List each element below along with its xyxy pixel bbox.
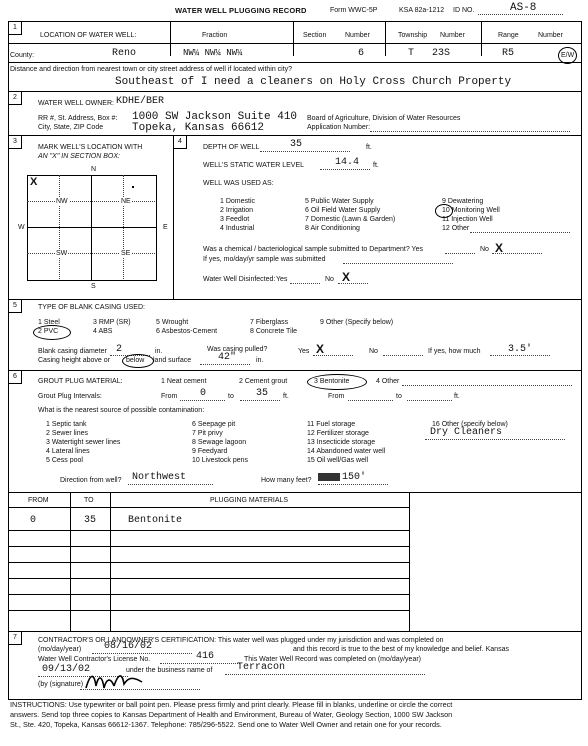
casing-height-value: 42" xyxy=(218,352,237,363)
instructions-line-3: St., Ste. 420, Topeka, Kansas 66612-1367. Telephone: 785/296-5522. Send one to Water Well Owner and retain one for your records. xyxy=(10,720,442,729)
certification-text: CONTRACTOR'S OR LANDOWNER'S CERTIFICATION: This water well was plugged under my jurisdiction and was completed on xyxy=(38,637,444,644)
depth-label: DEPTH OF WELL xyxy=(203,144,260,151)
location-title: LOCATION OF WATER WELL: xyxy=(40,32,137,39)
mark-location-title: MARK WELL'S LOCATION WITH xyxy=(38,144,143,151)
casing-diameter-label: Blank casing diameter xyxy=(38,348,107,355)
casing-pulled-yes-mark: X xyxy=(316,342,325,356)
static-level-unit: ft. xyxy=(373,162,379,169)
mark-location-subtitle: AN "X" IN SECTION BOX: xyxy=(38,153,120,160)
completed-date-value: 08/16/02 xyxy=(104,641,153,652)
business-name-value: Terracon xyxy=(237,662,286,673)
use-option: 6 Oil Field Water Supply xyxy=(305,207,381,214)
source-option: 8 Sewage lagoon xyxy=(192,439,247,446)
section-6-number: 6 xyxy=(9,371,22,384)
range-value: R5 xyxy=(502,48,515,59)
below-circle-mark xyxy=(122,354,154,368)
static-level-value: 14.4 xyxy=(335,157,360,168)
casing-pulled-label: Was casing pulled? xyxy=(207,346,268,353)
quadrant-se: SE xyxy=(121,250,131,257)
use-option: 3 Feedlot xyxy=(220,216,250,223)
license-label: Water Well Contractor's License No. xyxy=(38,656,151,663)
record-completed-label: This Water Well Record was completed on (mo/day/year) xyxy=(244,656,422,663)
sample-no-label: No xyxy=(480,246,489,253)
casing-option: 6 Asbestos-Cement xyxy=(156,328,218,335)
township-value: 23S xyxy=(432,48,451,59)
interval-to-label-2: to xyxy=(396,393,402,400)
grout-option: 4 Other xyxy=(376,378,400,385)
section-5-number: 5 xyxy=(9,300,22,313)
section-2-number: 2 xyxy=(9,92,22,105)
range-label: Range xyxy=(498,32,519,39)
county-label: County: xyxy=(10,52,35,59)
bentonite-circle-mark xyxy=(307,374,367,390)
owner-label: WATER WELL OWNER: xyxy=(38,100,114,107)
direction-label: Direction from well? xyxy=(60,477,122,484)
application-label: Application Number: xyxy=(307,124,371,131)
source-option: 7 Pit privy xyxy=(192,430,223,437)
casing-option: 9 Other (Specify below) xyxy=(320,319,394,326)
direction-value: Northwest xyxy=(132,472,187,483)
distance-feet-label: How many feet? xyxy=(261,477,312,484)
depth-value: 35 xyxy=(290,139,303,150)
casing-title: TYPE OF BLANK CASING USED: xyxy=(38,304,145,311)
east-west-value: E/W xyxy=(561,52,575,59)
source-option: 11 Fuel storage xyxy=(307,421,356,428)
form-title: WATER WELL PLUGGING RECORD xyxy=(175,6,307,15)
fraction-value: NW¼ NW¼ NW¼ xyxy=(183,48,243,58)
signature-label: (by (signature) xyxy=(38,681,84,688)
interval-from-value: 0 xyxy=(200,388,207,399)
casing-option: 5 Wrought xyxy=(156,319,189,326)
table-cell-material: Bentonite xyxy=(128,515,183,526)
source-option: 3 Watertight sewer lines xyxy=(46,439,121,446)
use-option: 11 Injection Well xyxy=(442,216,493,223)
interval-from-label: From xyxy=(161,393,178,400)
source-option: 9 Feedyard xyxy=(192,448,228,455)
col-header-to: TO xyxy=(84,497,94,504)
casing-option: 1 Steel xyxy=(38,319,60,326)
sample-question: Was a chemical / bacteriological sample submitted to Department? Yes xyxy=(203,246,423,253)
casing-diameter-unit: in. xyxy=(155,348,163,355)
disinfected-no-label: No xyxy=(325,276,334,283)
section-3-number: 3 xyxy=(9,136,22,149)
casing-howmuch-label: If yes, how much xyxy=(428,348,481,355)
instructions-line-2: answers. Send top three copies to Kansas Department of Health and Environment, Bureau of Water, Geology Section, 1000 SW Jackson xyxy=(10,710,453,719)
depth-unit: ft. xyxy=(366,144,372,151)
source-other-value: Dry Cleaners xyxy=(430,427,503,438)
disinfected-yes-label: Yes xyxy=(276,276,288,283)
casing-pulled-no-label: No xyxy=(369,348,378,355)
casing-option: 8 Concrete Tile xyxy=(250,328,298,335)
casing-option: 7 Fiberglass xyxy=(250,319,289,326)
completed-date-label: (mo/day/year) xyxy=(38,646,82,653)
section-box xyxy=(27,175,157,281)
source-option: 4 Lateral lines xyxy=(46,448,90,455)
section-value: 6 xyxy=(358,48,365,59)
source-option: 1 Septic tank xyxy=(46,421,87,428)
disinfected-label: Water Well Disinfected: xyxy=(203,276,276,283)
instructions-line-1: INSTRUCTIONS: Use typewriter or ball point pen. Please press firmly and print clearly. Please fill in blanks, underline or circle the correct xyxy=(10,700,453,709)
section-number-label: Number xyxy=(345,32,370,39)
casing-height-surface: land surface xyxy=(153,357,192,364)
use-option-selected: 10 Monitoring Well xyxy=(442,207,500,214)
fraction-label: Fraction xyxy=(202,32,228,39)
board-text: Board of Agriculture, Division of Water Resources xyxy=(307,115,461,122)
col-header-from: FROM xyxy=(28,497,49,504)
range-number-label: Number xyxy=(538,32,563,39)
source-option: 5 Cess pool xyxy=(46,457,83,464)
casing-option: 4 ABS xyxy=(93,328,113,335)
source-option: 14 Abandoned water well xyxy=(307,448,386,455)
township-prefix: T xyxy=(408,48,415,59)
id-value: AS-8 xyxy=(510,2,537,14)
section-label: Section xyxy=(303,32,327,39)
grout-material-label: GROUT PLUG MATERIAL: xyxy=(38,378,123,385)
quadrant-nw: NW xyxy=(56,198,68,205)
use-option: 1 Domestic xyxy=(220,198,256,205)
business-name-label: under the business name of xyxy=(126,667,213,674)
source-other-label: 16 Other (specify below) xyxy=(432,421,508,428)
city-value: Topeka, Kansas 66612 xyxy=(132,122,265,134)
source-option: 10 Livestock pens xyxy=(192,457,249,464)
use-option: 9 Dewatering xyxy=(442,198,484,205)
casing-diameter-value: 2 xyxy=(116,344,123,355)
grout-option-selected: 3 Bentonite xyxy=(314,378,350,385)
license-value: 416 xyxy=(196,651,215,662)
grout-intervals-label: Grout Plug Intervals: xyxy=(38,393,102,400)
casing-height-below: below xyxy=(126,357,145,364)
grout-option: 2 Cement grout xyxy=(239,378,288,385)
table-cell-to: 35 xyxy=(84,515,97,526)
casing-pulled-yes-label: Yes xyxy=(298,348,310,355)
location-dot xyxy=(132,186,134,188)
section-7-number: 7 xyxy=(9,632,22,645)
township-label: Township xyxy=(398,32,428,39)
interval-unit: ft. xyxy=(283,393,289,400)
disinfected-no-mark: X xyxy=(342,270,351,284)
quadrant-ne: NE xyxy=(121,198,131,205)
address-value: 1000 SW Jackson Suite 410 xyxy=(132,111,298,123)
use-option: 5 Public Water Supply xyxy=(305,198,374,205)
distance-label: Distance and direction from nearest town or city street address of well if located within city? xyxy=(10,66,293,73)
col-header-materials: PLUGGING MATERIALS xyxy=(210,497,289,504)
sample-no-mark: X xyxy=(495,241,504,255)
use-option: 8 Air Conditioning xyxy=(305,225,360,232)
casing-height-unit: in. xyxy=(256,357,264,364)
certification-text-2: and this record is true to the best of my knowledge and belief. Kansas xyxy=(293,646,509,653)
use-option: 4 Industrial xyxy=(220,225,255,232)
source-option: 6 Seepage pit xyxy=(192,421,236,428)
interval-unit-2: ft. xyxy=(454,393,460,400)
distance-value: Southeast of I need a cleaners on Holy Cross Church Property xyxy=(115,76,512,88)
compass-south: S xyxy=(91,283,96,290)
section-1-number: 1 xyxy=(9,22,22,35)
casing-height-label: Casing height above or xyxy=(38,357,110,364)
city-label: City, State, ZIP Code xyxy=(38,124,104,131)
distance-feet-value: 150' xyxy=(342,472,367,483)
grout-option: 1 Neat cement xyxy=(161,378,207,385)
interval-to-value: 35 xyxy=(256,388,269,399)
casing-option: 3 RMP (SR) xyxy=(93,319,131,326)
pvc-circle-mark xyxy=(33,325,71,340)
well-location-mark: X xyxy=(30,176,38,188)
source-option: 2 Sewer lines xyxy=(46,430,89,437)
table-cell-from: 0 xyxy=(30,515,37,526)
redaction-scribble xyxy=(318,473,340,481)
township-number-label: Number xyxy=(440,32,465,39)
interval-to-label: to xyxy=(228,393,234,400)
source-option: 13 Insecticide storage xyxy=(307,439,376,446)
record-completed-value: 09/13/02 xyxy=(42,664,91,675)
id-label: ID NO. xyxy=(453,7,475,14)
use-option: 2 Irrigation xyxy=(220,207,254,214)
compass-west: W xyxy=(18,224,25,231)
section-4-number: 4 xyxy=(174,136,187,149)
casing-howmuch-value: 3.5' xyxy=(508,344,533,355)
source-option: 15 Oil well/Gas well xyxy=(307,457,369,464)
owner-value: KDHE/BER xyxy=(116,96,165,107)
interval-from-label-2: From xyxy=(328,393,345,400)
static-level-label: WELL'S STATIC WATER LEVEL xyxy=(203,162,305,169)
use-option: 7 Domestic (Lawn & Garden) xyxy=(305,216,396,223)
source-option: 12 Fertilizer storage xyxy=(307,430,369,437)
quadrant-sw: SW xyxy=(56,250,68,257)
address-label: RR #, St. Address, Box #: xyxy=(38,115,118,122)
ksa-number: KSA 82a-1212 xyxy=(399,7,445,14)
casing-option-selected: 2 PVC xyxy=(38,328,59,335)
form-number: Form WWC-5P xyxy=(330,7,378,14)
compass-north: N xyxy=(91,166,97,173)
sample-date-label: If yes, mo/day/yr sample was submitted xyxy=(203,256,326,263)
well-use-label: WELL WAS USED AS: xyxy=(203,180,274,187)
county-value: Reno xyxy=(112,48,137,59)
contamination-question: What is the nearest source of possible contamination: xyxy=(38,407,205,414)
compass-east: E xyxy=(163,224,168,231)
use-option: 12 Other xyxy=(442,225,470,232)
